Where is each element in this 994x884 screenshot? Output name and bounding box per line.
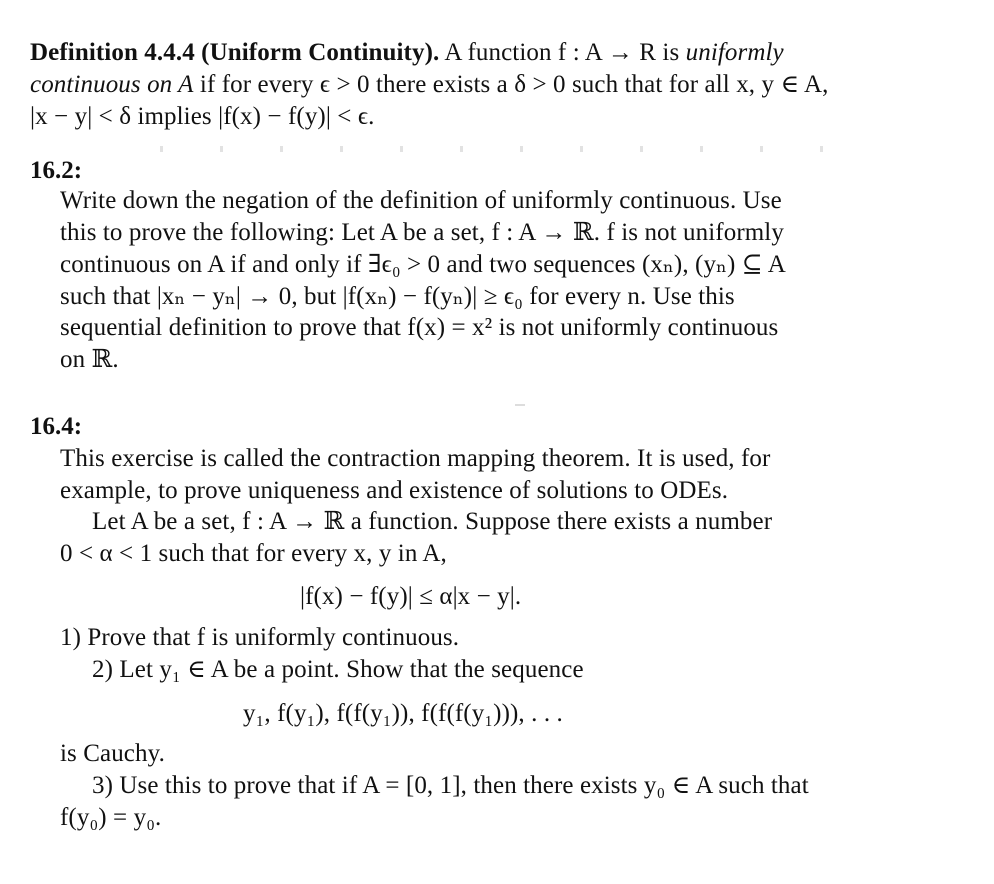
definition-text-3: |x − y| < δ implies |f(x) − f(y)| < ϵ. — [30, 103, 375, 130]
exercise-16-2-line-6: on ℝ. — [60, 346, 119, 373]
exercise-16-4-final: f(y₀) = y₀. — [60, 804, 162, 831]
exercise-16-4-part-3: 3) Use this to prove that if A = [0, 1], then there exists y₀ ∈ A such that — [92, 772, 809, 799]
exercise-16-4-sequence: y₁, f(y₁), f(f(y₁)), f(f(f(y₁))), . . . — [243, 700, 563, 727]
definition-emphasis-2: continuous on A — [30, 71, 194, 98]
definition-text: A function f : A → R is — [439, 39, 686, 66]
exercise-16-2-line-3: continuous on A if and only if ∃ϵ₀ > 0 and two sequences (xₙ), (yₙ) ⊆ A — [60, 251, 786, 278]
exercise-16-2-line-1: Write down the negation of the definition of uniformly continuous. Use — [60, 187, 782, 214]
scan-artifact — [160, 146, 880, 152]
definition-emphasis: uniformly — [685, 39, 784, 66]
scan-mark — [515, 404, 525, 406]
exercise-16-4-line-2: example, to prove uniqueness and existence of solutions to ODEs. — [60, 477, 729, 504]
definition-line-2 — [30, 70, 829, 100]
definition-line-3 — [30, 102, 374, 132]
exercise-16-2-line-2: this to prove the following: Let A be a set, f : A → ℝ. f is not uniformly — [60, 219, 784, 246]
exercise-16-4-heading: 16.4: — [30, 413, 83, 440]
exercise-16-4-line-3: Let A be a set, f : A → ℝ a function. Suppose there exists a number — [92, 508, 773, 535]
exercise-16-2-heading: 16.2: — [30, 157, 83, 184]
exercise-16-2-line-4: such that |xₙ − yₙ| → 0, but |f(xₙ) − f(yₙ)| ≥ ϵ₀ for every n. Use this — [60, 283, 735, 310]
exercise-16-2-line-5: sequential definition to prove that f(x) = x² is not uniformly continuous — [60, 314, 779, 341]
exercise-16-4-part-1: 1) Prove that f is uniformly continuous. — [60, 624, 460, 651]
exercise-16-4-part-2: 2) Let y₁ ∈ A be a point. Show that the sequence — [92, 656, 584, 683]
exercise-16-4-cauchy: is Cauchy. — [60, 740, 165, 767]
exercise-16-4-line-1: This exercise is called the contraction mapping theorem. It is used, for — [60, 445, 771, 472]
definition-line-1 — [30, 38, 784, 68]
definition-text-2: if for every ϵ > 0 there exists a δ > 0 such that for all x, y ∈ A, — [193, 71, 829, 98]
exercise-16-4-equation: |f(x) − f(y)| ≤ α|x − y|. — [300, 583, 522, 610]
definition-title: Definition 4.4.4 (Uniform Continuity). — [30, 39, 440, 66]
exercise-16-4-line-4: 0 < α < 1 such that for every x, y in A, — [60, 540, 447, 567]
